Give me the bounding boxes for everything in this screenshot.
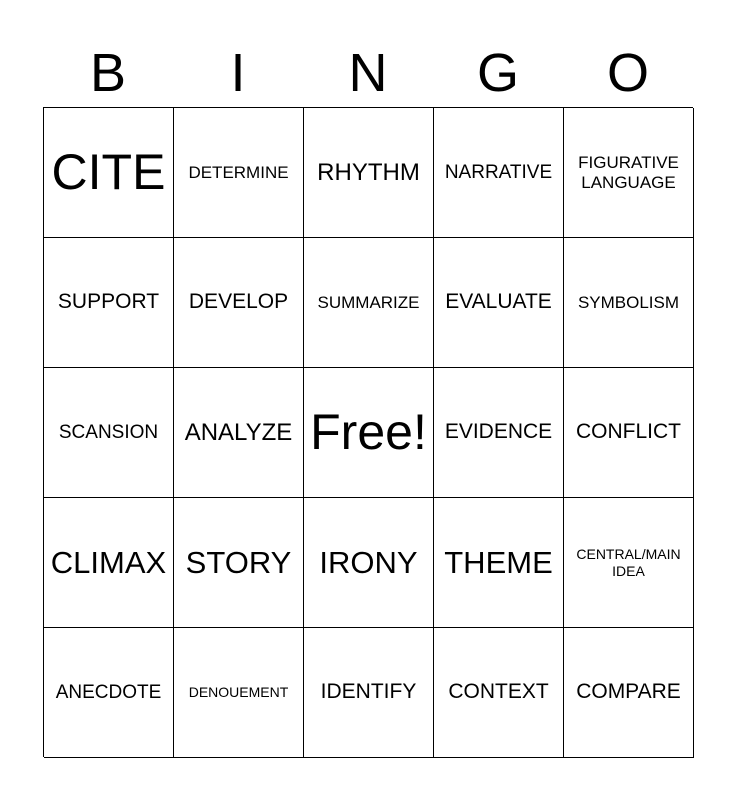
- bingo-cell[interactable]: ANECDOTE: [44, 628, 174, 758]
- bingo-cell[interactable]: DETERMINE: [174, 108, 304, 238]
- bingo-cell[interactable]: CITE: [44, 108, 174, 238]
- bingo-cell[interactable]: CONTEXT: [434, 628, 564, 758]
- header-letter-g: G: [476, 43, 519, 103]
- bingo-cell[interactable]: THEME: [434, 498, 564, 628]
- bingo-cell[interactable]: COMPARE: [564, 628, 694, 758]
- bingo-free-space[interactable]: Free!: [304, 368, 434, 498]
- bingo-cell[interactable]: CENTRAL/MAIN IDEA: [564, 498, 694, 628]
- bingo-cell[interactable]: STORY: [174, 498, 304, 628]
- bingo-cell[interactable]: DEVELOP: [174, 238, 304, 368]
- header-letter-n: N: [348, 43, 388, 103]
- bingo-cell[interactable]: NARRATIVE: [434, 108, 564, 238]
- header-letter-o: O: [606, 43, 649, 103]
- bingo-cell[interactable]: DENOUEMENT: [174, 628, 304, 758]
- header-letter-b: B: [89, 43, 127, 103]
- bingo-cell[interactable]: EVALUATE: [434, 238, 564, 368]
- bingo-header: [43, 40, 693, 106]
- bingo-cell[interactable]: IRONY: [304, 498, 434, 628]
- bingo-cell[interactable]: EVIDENCE: [434, 368, 564, 498]
- bingo-cell[interactable]: CONFLICT: [564, 368, 694, 498]
- bingo-cell[interactable]: SCANSION: [44, 368, 174, 498]
- bingo-cell[interactable]: SUMMARIZE: [304, 238, 434, 368]
- bingo-cell[interactable]: ANALYZE: [174, 368, 304, 498]
- bingo-cell[interactable]: SYMBOLISM: [564, 238, 694, 368]
- bingo-cell[interactable]: SUPPORT: [44, 238, 174, 368]
- bingo-cell[interactable]: FIGURATIVE LANGUAGE: [564, 108, 694, 238]
- header-letter-i: I: [230, 43, 246, 103]
- bingo-cell[interactable]: RHYTHM: [304, 108, 434, 238]
- bingo-cell[interactable]: IDENTIFY: [304, 628, 434, 758]
- bingo-cell[interactable]: CLIMAX: [44, 498, 174, 628]
- bingo-board: [43, 107, 693, 757]
